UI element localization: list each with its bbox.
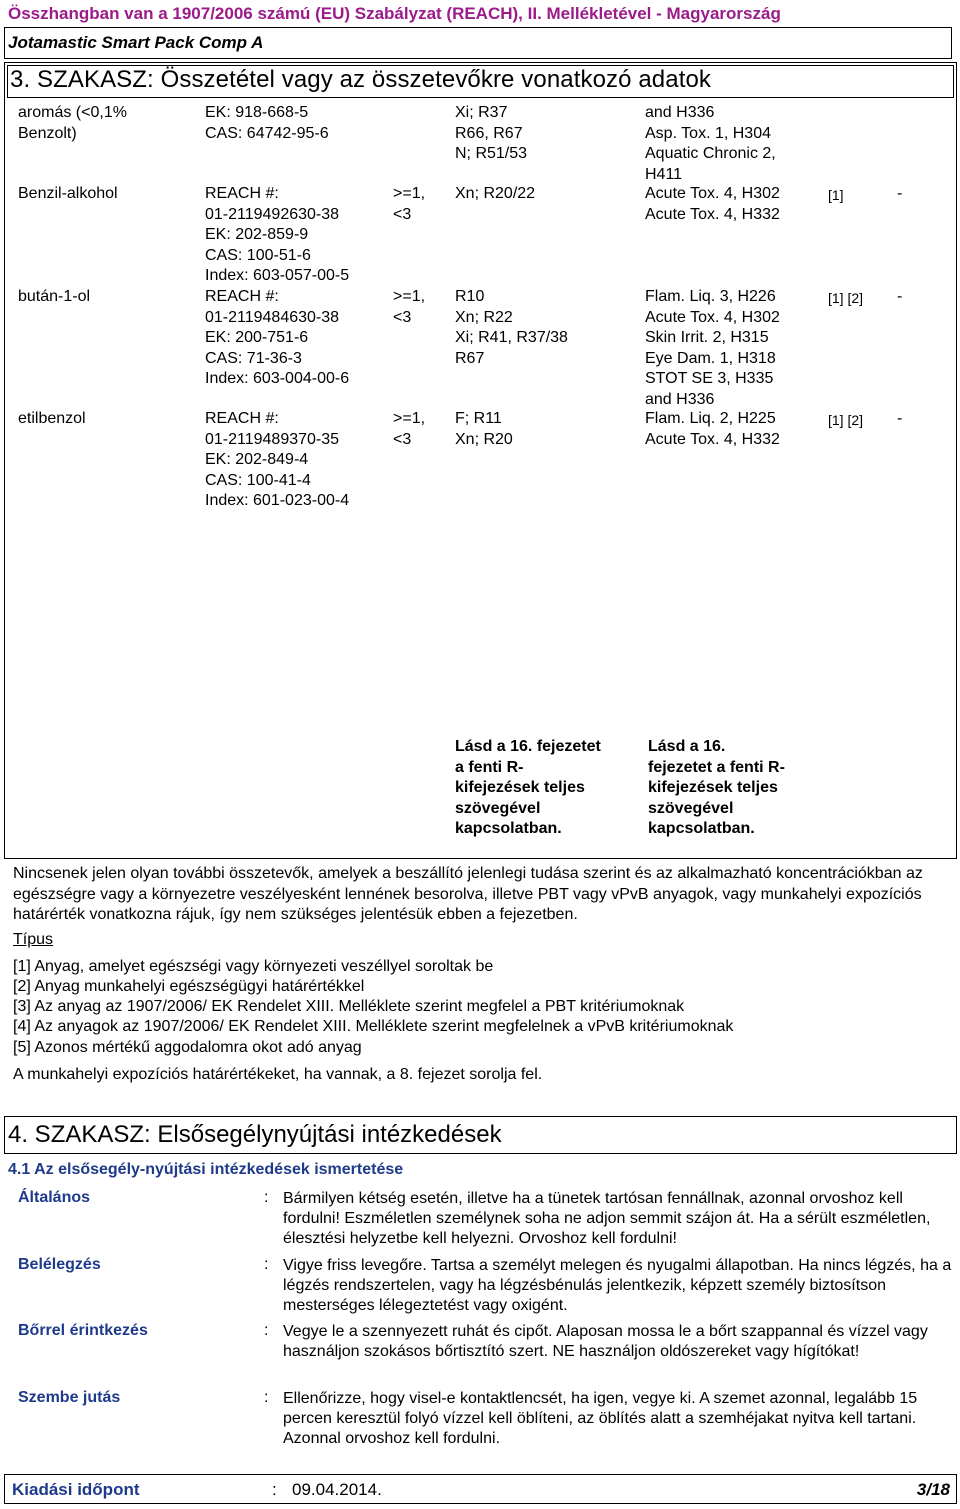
component-concentration: >=1, <3 <box>393 288 426 326</box>
component-identifiers: REACH #: 01-2119484630-38 EK: 200-751-6 CAS: 71-36-3 Index: 603-004-00-6 <box>205 288 350 388</box>
component-identifiers: EK: 918-668-5 CAS: 64742-95-6 <box>205 104 329 142</box>
component-dsd-classification: F; R11 Xn; R20 <box>455 410 513 448</box>
component-concentration: >=1, <3 <box>393 185 426 223</box>
section4-title: 4. SZAKASZ: Elsősegélynyújtási intézkedések <box>8 1121 502 1148</box>
component-clp-classification: and H336 Asp. Tox. 1, H304 Aquatic Chronic 2, H411 <box>645 104 776 183</box>
issue-date-value: 09.04.2014. <box>292 1480 382 1499</box>
issue-date-colon: : <box>272 1480 277 1499</box>
page-number: 3/18 <box>916 1480 950 1499</box>
type-list-item: [2] Anyag munkahelyi egészségügyi határértékkel <box>13 978 365 995</box>
footer-box <box>4 1474 957 1504</box>
component-dsd-classification: Xn; R20/22 <box>455 185 536 202</box>
component-name: etilbenzol <box>18 410 86 427</box>
first-aid-label: Belélegzés <box>18 1256 101 1273</box>
section4-subtitle: 4.1 Az elsősegély-nyújtási intézkedések ismertetése <box>8 1161 404 1178</box>
regulation-header: Összhangban van a 1907/2006 számú (EU) Szabályzat (REACH), II. Mellékletével - Magyarország <box>8 4 781 23</box>
first-aid-colon: : <box>264 1189 269 1206</box>
component-extra: - <box>897 410 903 427</box>
component-concentration: >=1, <3 <box>393 410 426 448</box>
component-extra: - <box>897 288 903 305</box>
first-aid-text: Ellenőrizze, hogy visel-e kontaktlencsét, ha igen, vegye ki. A szemet azonnal, legalább 15 percen keresztül folyó vízzel kell öblíteni, az öblítés alatt a szemhéjakat nyitva kell tartani. Azonnal orvoshoz kell fordulni. <box>283 1390 918 1447</box>
component-type: [1] <box>828 187 844 203</box>
component-type: [1] [2] <box>828 290 864 306</box>
component-extra: - <box>897 185 903 202</box>
component-clp-classification: Flam. Liq. 2, H225 Acute Tox. 4, H332 <box>645 410 780 448</box>
component-name: aromás (<0,1% Benzolt) <box>18 104 127 142</box>
first-aid-colon: : <box>264 1256 269 1273</box>
type-heading: Típus <box>13 931 54 948</box>
see-section16-dsd-note: Lásd a 16. fejezetet a fenti R- kifejezések teljes szövegével kapcsolatban. <box>455 738 601 838</box>
type-list-item: [1] Anyag, amelyet egészségi vagy környezeti veszéllyel soroltak be <box>13 958 494 975</box>
additional-ingredients-note: Nincsenek jelen olyan további összetevők, amelyek a beszállító jelenlegi tudása szerint és az alkalmazható koncentrációkban az egészségre vagy a környezetre veszélyesként lennének besorolva, illetve PBT vagy vPvB anyagok, vagy munkahelyi expozíciós határérték vonatkozna rájuk, így nem szükséges jelentésük ebben a fejezetben. <box>13 865 923 924</box>
first-aid-label: Általános <box>18 1189 91 1206</box>
section3-title: 3. SZAKASZ: Összetétel vagy az összetevőkre vonatkozó adatok <box>10 66 712 93</box>
component-dsd-classification: R10 Xn; R22 Xi; R41, R37/38 R67 <box>455 288 568 367</box>
product-name: Jotamastic Smart Pack Comp A <box>8 33 264 52</box>
issue-date-label: Kiadási időpont <box>12 1480 140 1499</box>
first-aid-text: Bármilyen kétség esetén, illetve ha a tünetek tartósan fennállnak, azonnal orvoshoz kell fordulni! Eszméletlen személynek soha ne adjon semmit szájon át. Ha a sérült eszméletlen, élesztési helyzetbe kell helyezni. Orvoshoz kell fordulni! <box>283 1190 931 1247</box>
see-section16-clp-note: Lásd a 16. fejezetet a fenti R- kifejezések teljes szövegével kapcsolatban. <box>648 738 785 838</box>
component-name: Benzil-alkohol <box>18 185 118 202</box>
type-list-item: [5] Azonos mértékű aggodalomra okot adó anyag <box>13 1039 362 1056</box>
component-identifiers: REACH #: 01-2119489370-35 EK: 202-849-4 CAS: 100-41-4 Index: 601-023-00-4 <box>205 410 350 510</box>
first-aid-colon: : <box>264 1389 269 1406</box>
component-clp-classification: Acute Tox. 4, H302 Acute Tox. 4, H332 <box>645 185 780 223</box>
type-list-item: [4] Az anyagok az 1907/2006/ EK Rendelet XIII. Melléklete szerint megfelelnek a vPvB kritériumoknak <box>13 1018 734 1035</box>
first-aid-text: Vegye le a szennyezett ruhát és cipőt. Alaposan mossa le a bőrt szappannal és vízzel vagy használjon szokásos bőrtisztító szert. NE használjon oldószereket vagy hígítókat! <box>283 1323 928 1360</box>
type-list-item: [3] Az anyag az 1907/2006/ EK Rendelet XIII. Melléklete szerint megfelel a PBT kritériumoknak <box>13 998 685 1015</box>
first-aid-label: Szembe jutás <box>18 1389 121 1406</box>
component-identifiers: REACH #: 01-2119492630-38 EK: 202-859-9 CAS: 100-51-6 Index: 603-057-00-5 <box>205 185 350 285</box>
component-clp-classification: Flam. Liq. 3, H226 Acute Tox. 4, H302 Skin Irrit. 2, H315 Eye Dam. 1, H318 STOT SE 3, H335 and H336 <box>645 288 780 408</box>
component-name: bután-1-ol <box>18 288 91 305</box>
exposure-limits-note: A munkahelyi expozíciós határértékeket, ha vannak, a 8. fejezet sorolja fel. <box>13 1066 543 1083</box>
first-aid-colon: : <box>264 1322 269 1339</box>
component-dsd-classification: Xi; R37 R66, R67 N; R51/53 <box>455 104 528 163</box>
first-aid-text: Vigye friss levegőre. Tartsa a személyt melegen és nyugalmi állapotban. Ha nincs légzés, ha a légzés rendszertelen, vagy ha légzésbénulás jelentkezik, képzett személy biztosítson mesterséges lélegeztetést vagy oxigént. <box>283 1257 952 1314</box>
component-type: [1] [2] <box>828 412 864 428</box>
first-aid-label: Bőrrel érintkezés <box>18 1322 148 1339</box>
